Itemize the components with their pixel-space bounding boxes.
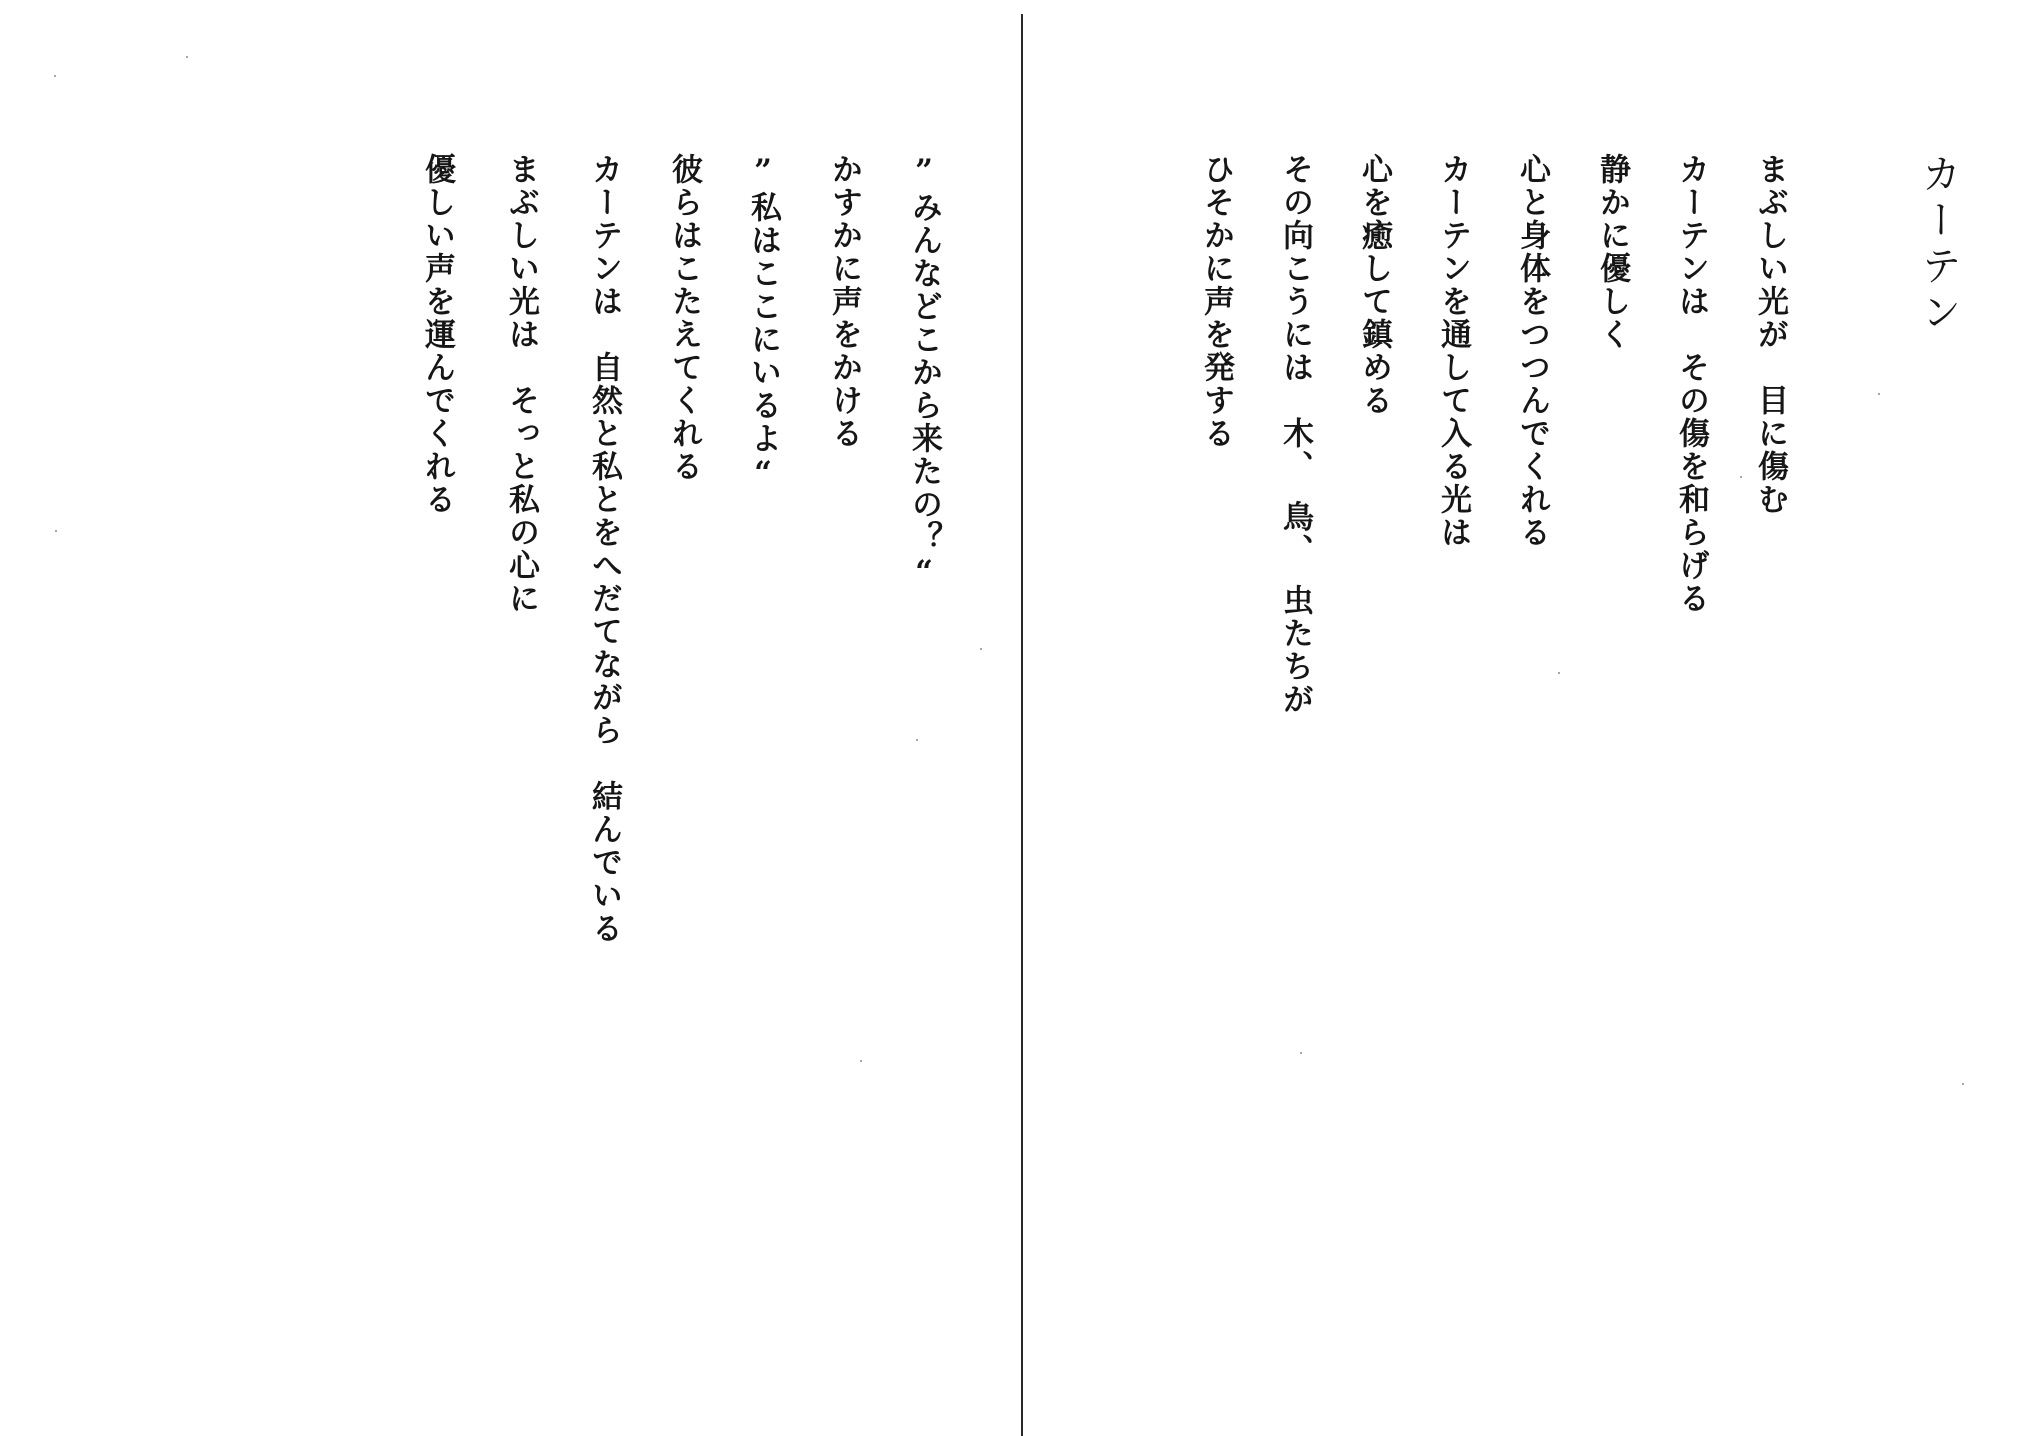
poem-line: 彼らはこたえてくれる <box>666 153 702 483</box>
scan-speck <box>1740 476 1742 478</box>
scan-speck <box>860 1060 862 1062</box>
poem-line: ひそかに声を発する <box>1198 153 1234 450</box>
right-page <box>1024 0 2026 1432</box>
poem-line: 静かに優しく <box>1594 153 1630 351</box>
poem-line: ”私はここにいるよ“ <box>745 153 781 493</box>
scan-speck <box>916 739 918 741</box>
scan-speck <box>55 530 57 532</box>
poem-line: ”みんなどこから来たの？“ <box>906 153 942 592</box>
page-gutter-line <box>1021 14 1023 1436</box>
scan-speck <box>1300 1052 1302 1054</box>
scan-speck <box>1962 1083 1964 1085</box>
poem-line: まぶしい光が 目に傷む <box>1752 153 1788 516</box>
scan-speck <box>1558 672 1560 674</box>
poem-line: まぶしい光は そっと私の心に <box>503 153 539 615</box>
poem-line: 心と身体をつつんでくれる <box>1514 153 1550 549</box>
poem-line: カーテンは その傷を和らげる <box>1673 153 1709 615</box>
poem-line: その向こうには 木、 鳥、 虫たちが <box>1277 153 1313 716</box>
poem-line: カーテンは 自然と私とをへだてながら 結んでいる <box>586 153 622 945</box>
poem-line: カーテンを通して入る光は <box>1435 153 1471 549</box>
scan-speck <box>186 56 188 58</box>
scan-speck <box>1878 393 1880 395</box>
poem-line: 心を癒して鎮める <box>1356 153 1392 417</box>
scan-speck <box>980 648 982 650</box>
poem-line: 優しい声を運んでくれる <box>419 153 455 516</box>
scan-speck <box>54 75 56 77</box>
poem-line: かすかに声をかける <box>826 153 862 450</box>
poem-title: カーテン <box>1915 153 1961 337</box>
